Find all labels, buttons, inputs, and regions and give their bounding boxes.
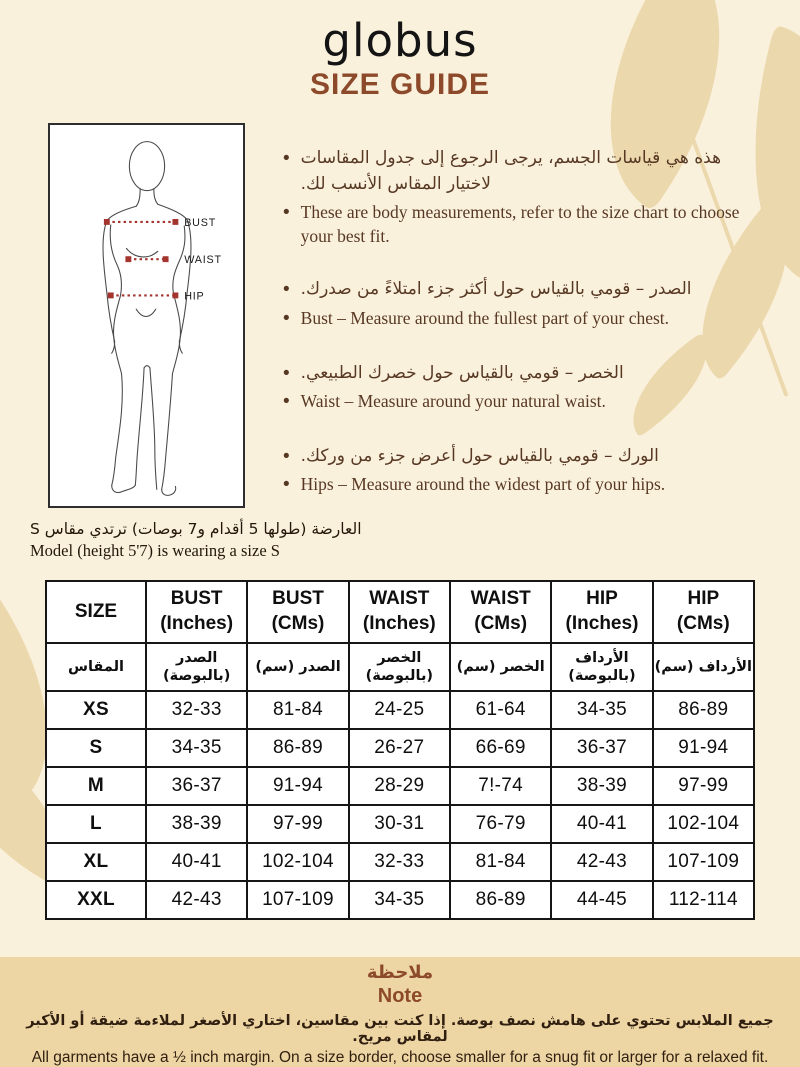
waist-cms-cell: 76-79 [450,805,551,843]
size-cell: XL [46,843,146,881]
instruction-group-bust [283,277,765,331]
instruction-text-en: Waist – Measure around your natural waist. [300,391,606,412]
instruction-group-waist [283,361,765,415]
size-cell: XS [46,691,146,729]
measurement-figure [48,123,245,508]
note-title-en: Note [377,985,423,1007]
table-row-xs [46,691,754,729]
header [0,16,800,102]
table-row-xl [46,843,754,881]
waist-label: WAIST [184,254,222,267]
brand-logo: globus [322,14,478,67]
table-header-waist-inches-ar: الخصر (بالبوصة) [349,643,450,691]
hip-cms-cell: 102-104 [653,805,754,843]
hip-cms-cell: 97-99 [653,767,754,805]
bullet-icon: • [283,202,290,223]
instruction-text-ar: الخصر – قومي بالقياس حول خصرك الطبيعي. [300,362,624,383]
bullet-icon: • [283,279,290,301]
bust-label: BUST [184,216,217,229]
bullet-icon: • [283,307,290,329]
hip-inches-cell: 40-41 [551,805,652,843]
bust-inches-cell: 40-41 [146,843,247,881]
bust-inches-cell: 42-43 [146,881,247,919]
table-row-l [46,805,754,843]
table-header-hip-inches-ar: الأرداف (بالبوصة) [551,643,652,691]
hip-cms-cell: 107-109 [653,843,754,881]
bust-cms-cell: 81-84 [247,691,348,729]
bullet-icon: • [283,474,290,496]
bullet-icon: • [283,391,290,413]
table-header-bust-cms-ar: الصدر (سم) [247,643,348,691]
table-header-hip-cms-ar: الأرداف (سم) [653,643,754,691]
bust-inches-cell: 32-33 [146,691,247,729]
hip-cms-cell: 86-89 [653,691,754,729]
instruction-en [283,200,765,248]
size-chart-table [45,580,755,920]
instruction-group-general [283,146,765,248]
size-cell: L [46,805,146,843]
note-body-ar: جميع الملابس تحتوي على هامش نصف بوصة. إذا كنت بين مقاسين، اختاري الأصغر لملاءمة ضيقة أو الأكبر لمقاس مريح. [26,1013,774,1045]
bullet-icon: • [283,362,290,384]
table-row-xxl [46,881,754,919]
hip-inches-cell: 36-37 [551,729,652,767]
hip-label: HIP [184,290,205,303]
waist-inches-cell: 32-33 [349,843,450,881]
waist-inches-cell: 26-27 [349,729,450,767]
bust-inches-cell: 34-35 [146,729,247,767]
model-note [30,518,460,563]
instruction-text-ar: الورك – قومي بالقياس حول أعرض جزء من وركك. [300,445,659,466]
note-section [0,957,800,1067]
instruction-en [283,389,765,415]
instruction-ar [283,277,765,303]
hip-inches-cell: 44-45 [551,881,652,919]
table-header-bust-inches-ar: الصدر (بالبوصة) [146,643,247,691]
bullet-icon: • [283,148,290,169]
note-body-en: All garments have a ½ inch margin. On a size border, choose smaller for a snug fit or larger for a relaxed fit. [31,1049,769,1066]
table-header-hip-cms: HIP (CMs) [653,581,754,643]
waist-cms-cell: 81-84 [450,843,551,881]
table-header-bust-cms: BUST (CMs) [247,581,348,643]
table-header-size: SIZE [46,581,146,643]
table-row-s [46,729,754,767]
body-figure-illustration [50,125,243,506]
table-header-bust-inches: BUST (Inches) [146,581,247,643]
waist-cms-cell: 7!-74 [450,767,551,805]
table-row-m [46,767,754,805]
instruction-text-en: These are body measurements, refer to the size chart to choose your best fit. [300,202,740,247]
waist-inches-cell: 30-31 [349,805,450,843]
instruction-en [283,306,765,332]
waist-cms-cell: 61-64 [450,691,551,729]
instruction-ar [283,444,765,470]
hip-cms-cell: 112-114 [653,881,754,919]
instruction-text-en: Bust – Measure around the fullest part of your chest. [300,307,670,328]
table-header-waist-cms-ar: الخصر (سم) [450,643,551,691]
hip-inches-cell: 38-39 [551,767,652,805]
page-title: SIZE GUIDE [309,67,491,101]
waist-cms-cell: 66-69 [450,729,551,767]
waist-inches-cell: 24-25 [349,691,450,729]
instruction-ar [283,361,765,387]
hip-inches-cell: 34-35 [551,691,652,729]
table-header-waist-cms: WAIST (CMs) [450,581,551,643]
bust-inches-cell: 36-37 [146,767,247,805]
note-title-ar: ملاحظة [366,962,434,983]
bust-cms-cell: 107-109 [247,881,348,919]
table-header-row-ar [46,643,754,691]
instruction-en [283,472,765,498]
table-header-hip-inches: HIP (Inches) [551,581,652,643]
instruction-text-ar: الصدر – قومي بالقياس حول أكثر جزء امتلاءً من صدرك. [300,279,692,300]
waist-inches-cell: 34-35 [349,881,450,919]
bust-inches-cell: 38-39 [146,805,247,843]
hip-cms-cell: 91-94 [653,729,754,767]
bust-cms-cell: 102-104 [247,843,348,881]
hip-inches-cell: 42-43 [551,843,652,881]
waist-cms-cell: 86-89 [450,881,551,919]
table-header-size-ar: المقاس [46,643,146,691]
size-cell: XXL [46,881,146,919]
bullet-icon: • [283,445,290,467]
table-header-waist-inches: WAIST (Inches) [349,581,450,643]
waist-inches-cell: 28-29 [349,767,450,805]
bust-cms-cell: 91-94 [247,767,348,805]
size-cell: M [46,767,146,805]
model-note-en: Model (height 5'7) is wearing a size S [30,541,280,561]
instruction-text-ar: هذه هي قياسات الجسم، يرجى الرجوع إلى جدول المقاسات لاختيار المقاس الأنسب لك. [300,148,722,194]
instruction-group-hip [283,444,765,498]
instruction-ar [283,146,765,197]
measurement-instructions [283,146,765,527]
bust-cms-cell: 86-89 [247,729,348,767]
size-cell: S [46,729,146,767]
bust-cms-cell: 97-99 [247,805,348,843]
instruction-text-en: Hips – Measure around the widest part of your hips. [300,474,666,495]
table-header-row-en [46,581,754,643]
model-note-ar: العارضة (طولها 5 أقدام و7 بوصات) ترتدي مقاس S [30,520,362,538]
